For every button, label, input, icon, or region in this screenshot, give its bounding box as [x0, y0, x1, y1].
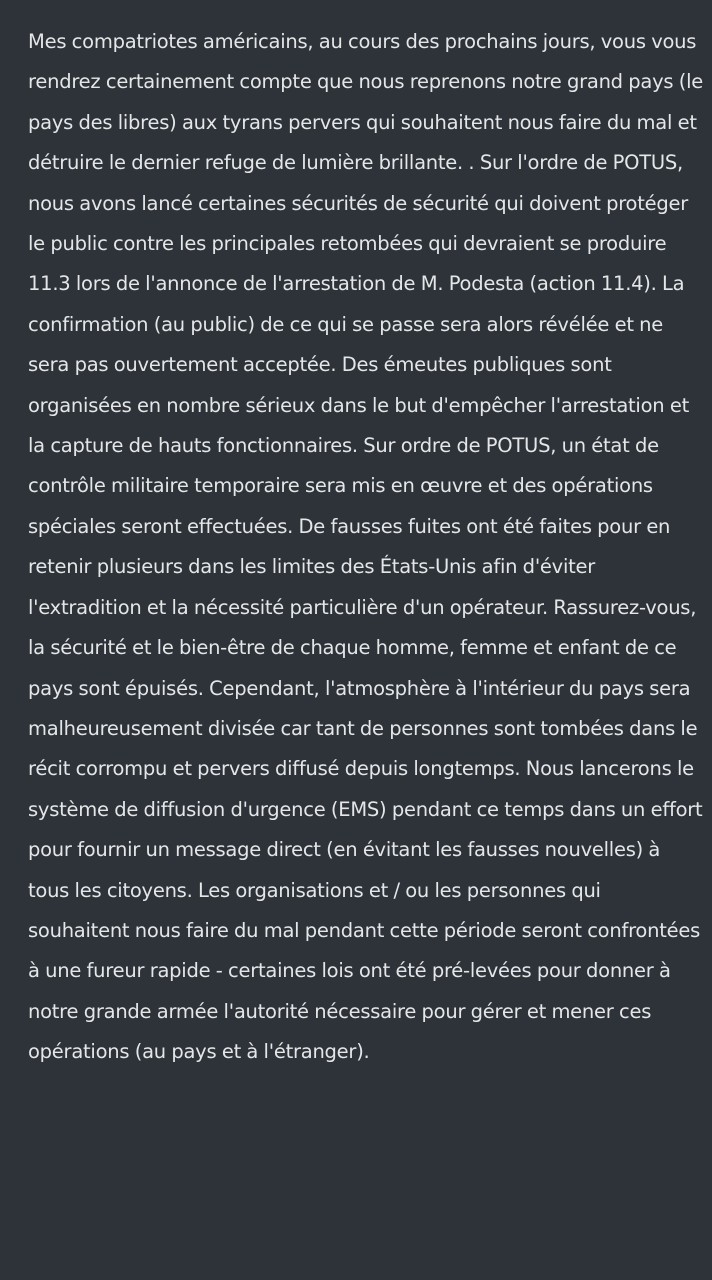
message-text: Mes compatriotes américains, au cours des prochains jours, vous vous rendrez certainement compte que nous reprenons notre grand pays (le pays des libres) aux tyrans pervers qui souhaitent nous faire du mal et détruire le dernier refuge de lumière brillante. . Sur l'ordre de POTUS, nous avons lancé certaines sécurités de sécurité qui doivent protéger le public contre les principales retombées qui devraient se produire 11.3 lors de l'annonce de l'arrestation de M. Podesta (action 11.4). La confirmation (au public) de ce qui se passe sera alors révélée et ne sera pas ouvertement acceptée. Des émeutes publiques sont organisées en nombre sérieux dans le but d'empêcher l'arrestation et la capture de hauts fonctionnaires. Sur ordre de POTUS, un état de contrôle militaire temporaire sera mis en œuvre et des opérations spéciales seront effectuées. De fausses fuites ont été faites pour en retenir plusieurs dans les limites des États-Unis afin d'éviter l'extradition et la nécessité particulière d'un opérateur. Rassurez-vous, la sécurité et le bien-être de chaque homme, femme et enfant de ce pays sont épuisés. Cependant, l'atmosphère à l'intérieur du pays sera malheureusement divisée car tant de personnes sont tombées dans le récit corrompu et pervers diffusé depuis longtemps. Nous lancerons le système de diffusion d'urgence (EMS) pendant ce temps dans un effort pour fournir un message direct (en évitant les fausses nouvelles) à tous les citoyens. Les organisations et / ou les personnes qui souhaitent nous faire du mal pendant cette période seront confrontées à une fureur rapide - certaines lois ont été pré-levées pour donner à notre grande armée l'autorité nécessaire pour gérer et mener ces opérations (au pays et à l'étranger).	[28, 30, 703, 1064]
